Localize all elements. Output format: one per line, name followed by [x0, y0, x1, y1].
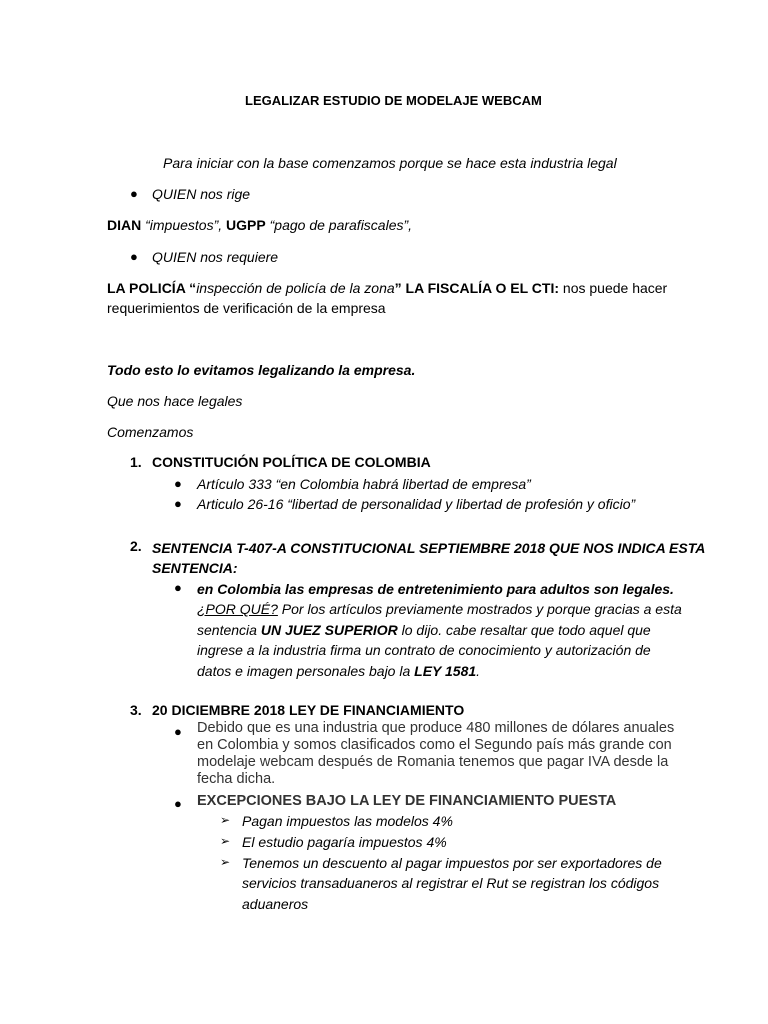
excepcion-3-line-2: servicios transaduaneros al registrar el Rut se registran los códigos	[242, 875, 660, 891]
section-2-title-line-1: SENTENCIA T-407-A CONSTITUCIONAL SEPTIEMBRE 2018 QUE NOS INDICA ESTA	[152, 540, 706, 556]
bullet-icon: ●	[130, 186, 138, 201]
section-2-para-line-4: ingrese a la industria firma un contrato de conocimiento y autorización de	[197, 642, 651, 658]
excepcion-1: Pagan impuestos las modelos 4%	[242, 813, 453, 829]
rige-line	[107, 217, 412, 233]
por-que-link-text: ¿POR QUÉ?	[197, 601, 278, 617]
ugpp-label: UGPP	[226, 217, 266, 233]
section-3-number: 3.	[130, 702, 142, 718]
fiscalia-text: nos puede hacer	[559, 280, 668, 296]
bullet-icon: ●	[174, 580, 182, 595]
fiscalia-label: ” LA FISCALÍA O EL CTI:	[394, 280, 560, 296]
section-3-para-line-3: modelaje webcam después de Romania tenemos que pagar IVA desde la	[197, 754, 669, 770]
dian-label: DIAN	[107, 217, 142, 233]
para-text: .	[476, 663, 481, 679]
document-title: LEGALIZAR ESTUDIO DE MODELAJE WEBCAM	[245, 93, 542, 108]
section-2-para-line-3	[197, 620, 651, 640]
section-3-para-line-4: fecha dicha.	[197, 771, 276, 787]
bullet-icon: ●	[174, 724, 182, 739]
bullet-icon: ●	[174, 476, 182, 491]
section-3-para-line-2: en Colombia y somos clasificados como el Segundo país más grande con	[197, 737, 672, 753]
para-text: datos e imagen personales bajo la	[197, 663, 415, 679]
quien-rige: QUIEN nos rige	[152, 186, 251, 202]
dian-text: “impuestos”,	[141, 217, 227, 233]
ugpp-text: “pago de parafiscales”,	[265, 217, 413, 233]
section-2-para-line-1: en Colombia las empresas de entretenimiento para adultos son legales.	[197, 581, 674, 597]
excepcion-3-line-3: aduaneros	[242, 896, 309, 912]
evitamos-line: Todo esto lo evitamos legalizando la empresa.	[107, 362, 416, 378]
quien-requiere: QUIEN nos requiere	[152, 249, 279, 265]
legales-line: Que nos hace legales	[107, 393, 243, 409]
req-line-2: requerimientos de verificación de la empresa	[107, 300, 386, 316]
policia-text: inspección de policía de la zona	[196, 280, 395, 296]
section-3-title: 20 DICIEMBRE 2018 LEY DE FINANCIAMIENTO	[152, 702, 465, 718]
section-2-para-line-2	[197, 599, 682, 619]
policia-label: LA POLICÍA “	[107, 280, 197, 296]
excepcion-2: El estudio pagaría impuestos 4%	[242, 834, 447, 850]
section-1-title: CONSTITUCIÓN POLÍTICA DE COLOMBIA	[152, 454, 431, 470]
section-1-item-a: Artículo 333 “en Colombia habrá libertad de empresa”	[197, 476, 531, 492]
comenzamos-line: Comenzamos	[107, 424, 194, 440]
arrow-bullet-icon: ➢	[220, 813, 231, 827]
bullet-icon: ●	[174, 796, 182, 811]
section-1-item-b: Articulo 26-16 “libertad de personalidad y libertad de profesión y oficio”	[197, 496, 636, 512]
section-1-number: 1.	[130, 454, 142, 470]
para-text: sentencia	[197, 622, 261, 638]
para-text: Por los artículos previamente mostrados y porque gracias a esta	[277, 601, 682, 617]
bullet-icon: ●	[174, 496, 182, 511]
excepciones-heading: EXCEPCIONES BAJO LA LEY DE FINANCIAMIENTO PUESTA	[197, 793, 617, 809]
req-line-1	[107, 278, 667, 298]
arrow-bullet-icon: ➢	[220, 855, 231, 869]
para-text: lo dijo. cabe resaltar que todo aquel que	[397, 622, 651, 638]
arrow-bullet-icon: ➢	[220, 834, 231, 848]
section-3-para-line-1: Debido que es una industria que produce 480 millones de dólares anuales	[197, 720, 675, 736]
bullet-icon: ●	[130, 249, 138, 264]
juez-superior: UN JUEZ SUPERIOR	[260, 622, 398, 638]
intro-line: Para iniciar con la base comenzamos porque se hace esta industria legal	[163, 155, 617, 171]
section-2-title-line-2: SENTENCIA:	[152, 560, 238, 576]
excepcion-3-line-1: Tenemos un descuento al pagar impuestos por ser exportadores de	[242, 855, 662, 871]
ley-1581: LEY 1581	[414, 663, 477, 679]
section-2-number: 2.	[130, 538, 142, 554]
section-2-para-line-5	[197, 661, 480, 681]
